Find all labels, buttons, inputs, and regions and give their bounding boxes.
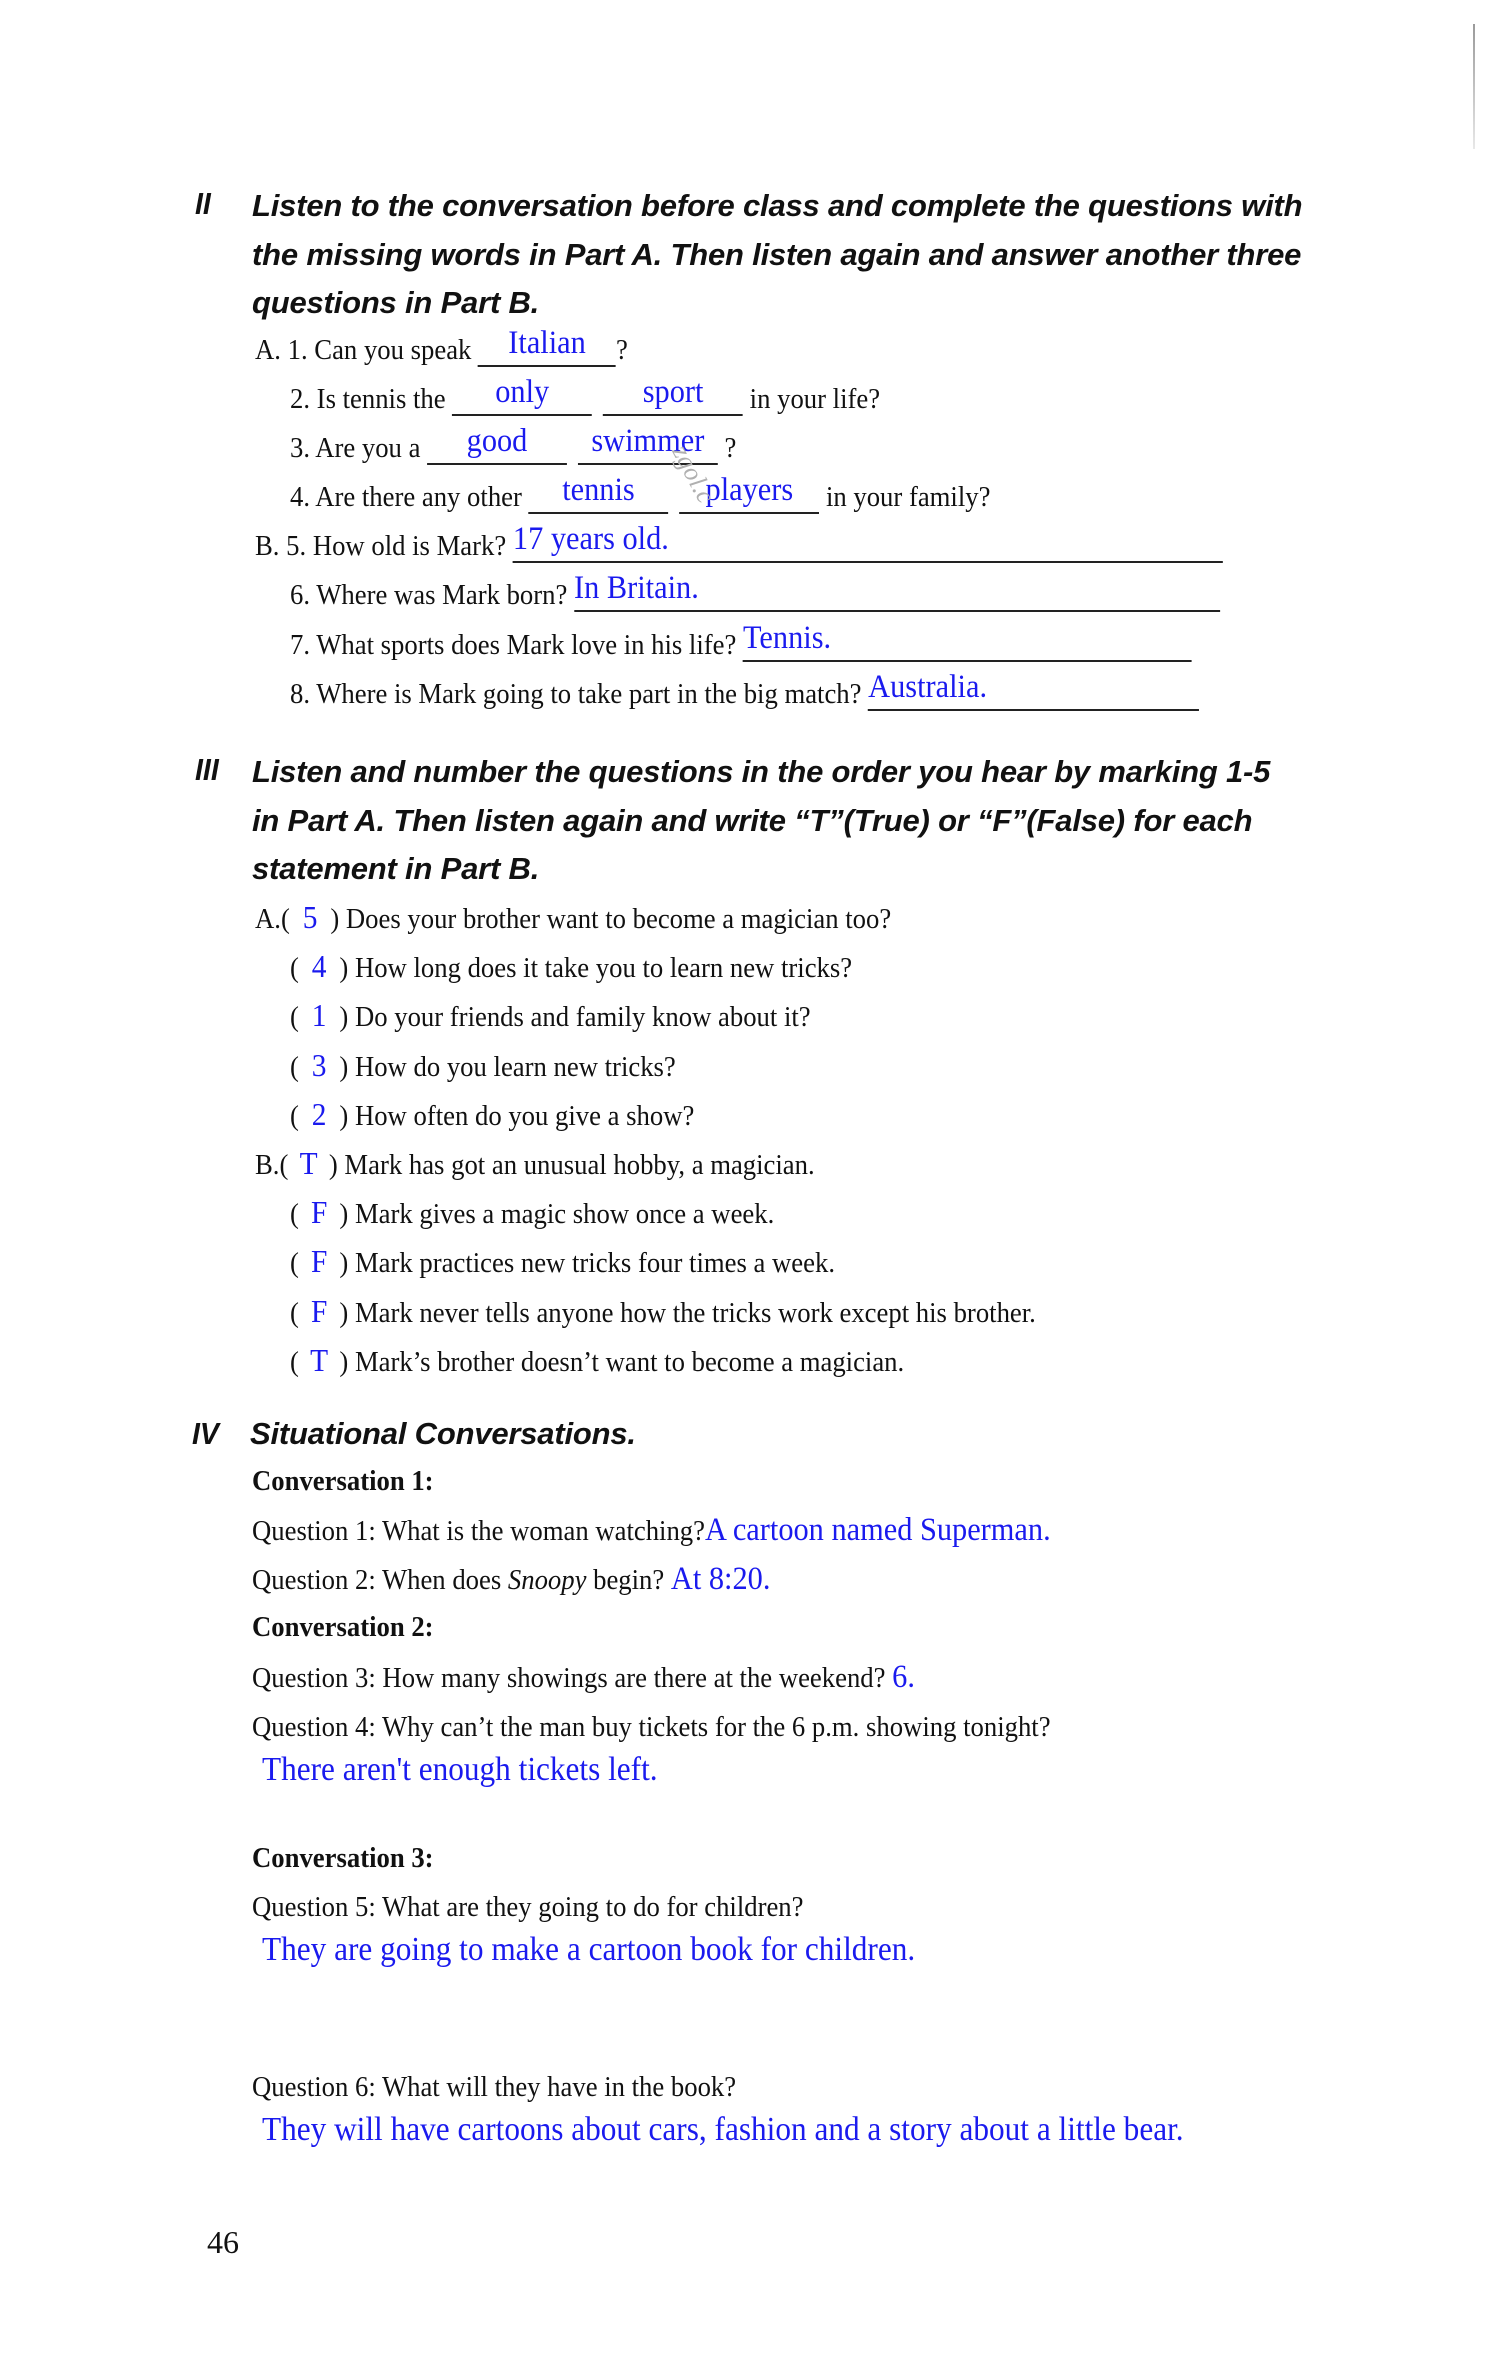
section-3-partB-item: ( F ) Mark gives a magic show once a week. [290,1194,775,1230]
true-false-mark[interactable]: T [299,1145,318,1181]
section-2-numeral: II [195,186,211,221]
question-text: Where was Mark born? [316,579,568,611]
title-italic: Snoopy [507,1564,587,1596]
item-number: 4. [290,481,311,513]
section-2-instructions [252,182,1302,328]
answer-text: They are going to make a cartoon book for children. [262,1931,916,1968]
item-number: 2. [290,383,311,415]
question-text: Question 1: What is the woman watching? [252,1515,705,1547]
order-mark[interactable]: 5 [302,899,318,935]
question-text: Do your friends and family know about it? [354,1001,811,1033]
section-3-partA-item: ( 2 ) How often do you give a show? [290,1096,695,1132]
question-text: Question 2: When does [252,1564,508,1596]
answer-text: Australia. [868,669,988,705]
answer-text: 17 years old. [512,521,669,557]
section-2-partA-item-1 [255,325,628,368]
statement-text: Mark practices new tricks four times a week. [354,1247,836,1279]
true-false-mark[interactable]: F [310,1243,328,1279]
item-number: 8. [290,678,311,710]
answer-text: Tennis. [742,620,832,656]
instruction-line: the missing words in Part A. Then listen again and answer another three [252,236,1302,272]
answer-text: good [466,423,528,459]
statement-text: Mark gives a magic show once a week. [354,1198,775,1230]
true-false-mark[interactable]: F [310,1293,328,1329]
section-2-partB-item-6 [290,570,1220,613]
part-label: A. [255,334,281,366]
question-text: Question 4: Why can’t the man buy tickets for the 6 p.m. showing tonight? [252,1711,1051,1743]
question-text: What sports does Mark love in his life? [316,629,737,661]
item-number: 3. [290,432,311,464]
instruction-line: Listen to the conversation before class and complete the questions with [252,188,1303,223]
part-label: A. [255,903,281,935]
answer-text: At 8:20. [670,1561,771,1597]
question-text: How often do you give a show? [354,1100,695,1132]
answer-text: only [495,374,550,410]
question-text: Question 3: How many showings are there at the weekend? [252,1662,886,1694]
conversation-question [252,1561,770,1598]
statement-text: Mark has got an unusual hobby, a magician. [344,1149,815,1181]
answer-text: A cartoon named Superman. [704,1512,1051,1548]
question-text: How long does it take you to learn new tricks? [354,952,853,984]
item-number: 5. [286,530,307,562]
instruction-line: in Part A. Then listen again and write “T”(True) or “F”(False) for each [252,802,1253,838]
answer-text: sport [642,374,704,410]
order-mark[interactable]: 2 [311,1096,327,1132]
statement-text: Mark never tells anyone how the tricks work except his brother. [354,1297,1036,1329]
order-mark[interactable]: 4 [311,948,327,984]
section-2-partA-item-2 [290,374,881,417]
section-3-partB-item: ( T ) Mark’s brother doesn’t want to become a magician. [290,1342,905,1378]
answer-text: They will have cartoons about cars, fashion and a story about a little bear. [262,2111,1184,2148]
instruction-line: Listen and number the questions in the order you hear by marking 1-5 [252,754,1271,789]
section-3-instructions [252,748,1270,894]
section-4-title: Situational Conversations. [250,1416,636,1451]
question-suffix: in your family? [825,481,991,513]
conversation-question [252,1889,803,1925]
question-text: Question 5: What are they going to do for children? [252,1891,804,1923]
answer-blank[interactable] [427,423,567,465]
answer-text: tennis [562,472,635,508]
section-3-partA-item: A.( 5 ) Does your brother want to become a magician too? [255,899,892,935]
question-suffix: in your life? [749,383,881,415]
answer-line[interactable] [742,620,1192,662]
question-text: Question 6: What will they have in the book? [252,2071,737,2103]
answer-text: Italian [508,325,586,361]
instruction-line: questions in Part B. [252,285,540,320]
true-false-mark[interactable]: T [310,1342,329,1378]
answer-text: swimmer [591,423,705,459]
conversation-question [252,2069,736,2105]
section-3-partA-item: ( 4 ) How long does it take you to learn new tricks? [290,948,853,984]
answer-blank[interactable] [478,325,616,367]
part-label: B. [255,530,280,562]
statement-text: Mark’s brother doesn’t want to become a magician. [354,1346,905,1378]
answer-text: There aren't enough tickets left. [262,1751,658,1788]
conversation-2-label: Conversation 2: [252,1611,434,1643]
question-suffix: ? [616,334,628,366]
order-mark[interactable]: 3 [311,1047,327,1083]
section-3-numeral: III [195,752,219,787]
conversation-3-label: Conversation 3: [252,1842,434,1874]
order-mark[interactable]: 1 [311,997,327,1033]
answer-text: In Britain. [574,570,699,606]
true-false-mark[interactable]: F [310,1194,328,1230]
answer-blank[interactable] [452,374,592,416]
section-2-partB-item-7 [290,620,1192,663]
section-3-partA-item: ( 3 ) How do you learn new tricks? [290,1047,676,1083]
answer-line[interactable] [868,669,1199,711]
answer-line[interactable] [574,570,1220,612]
question-text: How old is Mark? [312,530,507,562]
question-text: begin? [586,1564,665,1596]
section-2-partB-item-5 [255,521,1223,564]
section-2-partB-item-8 [290,669,1199,712]
question-text: Where is Mark going to take part in the big match? [316,678,862,710]
question-text: Is tennis the [316,383,446,415]
page-edge-line [1473,24,1475,149]
question-suffix: ? [724,432,737,464]
conversation-question [252,1659,915,1696]
answer-text: 6. [892,1659,915,1695]
question-text: Does your brother want to become a magician too? [345,903,892,935]
section-3-partB-item: ( F ) Mark never tells anyone how the tricks work except his brother. [290,1293,1036,1329]
answer-blank[interactable] [529,472,669,514]
watermark: zgol.c [666,440,721,508]
answer-line[interactable] [512,521,1223,563]
conversation-1-label: Conversation 1: [252,1465,434,1497]
answer-blank[interactable] [603,374,743,416]
section-3-partB-item: ( F ) Mark practices new tricks four times a week. [290,1243,836,1279]
page-number: 46 [207,2224,239,2260]
section-3-partB-item: B.( T ) Mark has got an unusual hobby, a magician. [255,1145,815,1181]
conversation-question [252,1709,1051,1745]
question-text: Can you speak [314,334,472,366]
question-text: Are there any other [315,481,522,513]
conversation-question [252,1512,1051,1549]
item-number: 1. [287,334,308,366]
item-number: 7. [290,629,311,661]
question-text: How do you learn new tricks? [354,1051,676,1083]
section-4-numeral: IV [192,1416,219,1451]
item-number: 6. [290,579,311,611]
instruction-line: statement in Part B. [252,851,540,886]
question-text: Are you a [315,432,421,464]
answer-text: players [705,472,794,508]
section-3-partA-item: ( 1 ) Do your friends and family know about it? [290,997,811,1033]
part-label: B. [255,1149,280,1181]
